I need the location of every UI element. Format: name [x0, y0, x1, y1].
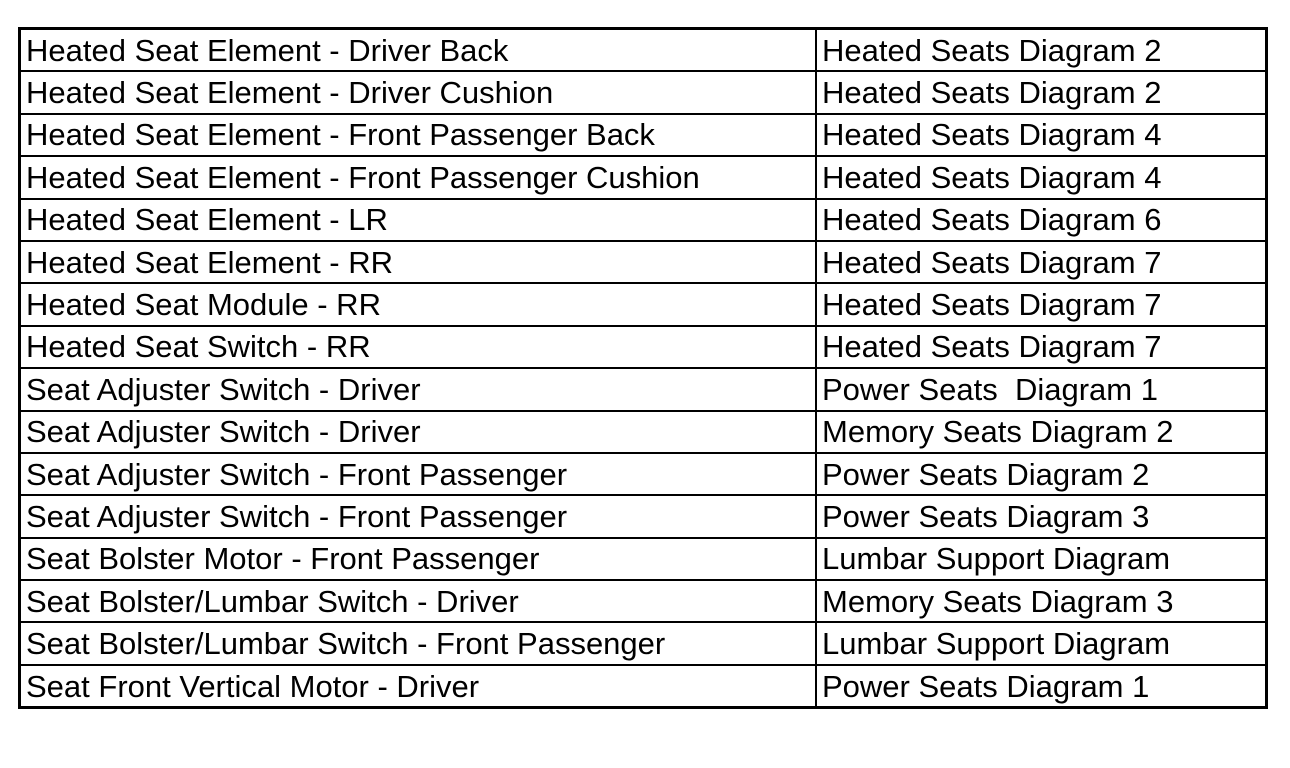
- component-cell: Seat Adjuster Switch - Front Passenger: [21, 453, 816, 495]
- diagram-cell: Heated Seats Diagram 7: [816, 241, 1265, 283]
- diagram-cell: Heated Seats Diagram 7: [816, 283, 1265, 325]
- table-row: [21, 580, 1265, 622]
- component-cell: Seat Bolster/Lumbar Switch - Front Passenger: [21, 622, 816, 664]
- diagram-cell: Memory Seats Diagram 3: [816, 580, 1265, 622]
- component-cell: Seat Adjuster Switch - Driver: [21, 368, 816, 410]
- component-cell: Heated Seat Switch - RR: [21, 326, 816, 368]
- component-cell: Heated Seat Element - Front Passenger Back: [21, 114, 816, 156]
- diagram-cell: Heated Seats Diagram 6: [816, 199, 1265, 241]
- diagram-cell: Heated Seats Diagram 2: [816, 30, 1265, 71]
- table-row: [21, 411, 1265, 453]
- component-cell: Seat Adjuster Switch - Driver: [21, 411, 816, 453]
- table-row: [21, 114, 1265, 156]
- component-cell: Seat Adjuster Switch - Front Passenger: [21, 495, 816, 537]
- table-row: [21, 30, 1265, 71]
- component-cell: Heated Seat Element - LR: [21, 199, 816, 241]
- component-cell: Seat Bolster/Lumbar Switch - Driver: [21, 580, 816, 622]
- table-row: [21, 368, 1265, 410]
- table-row: [21, 199, 1265, 241]
- component-cell: Heated Seat Element - Driver Back: [21, 30, 816, 71]
- diagram-cell: Power Seats Diagram 3: [816, 495, 1265, 537]
- table-row: [21, 283, 1265, 325]
- component-cell: Seat Bolster Motor - Front Passenger: [21, 538, 816, 580]
- diagram-cell: Heated Seats Diagram 4: [816, 114, 1265, 156]
- table-row: [21, 622, 1265, 664]
- diagram-cell: Memory Seats Diagram 2: [816, 411, 1265, 453]
- component-cell: Heated Seat Element - Driver Cushion: [21, 71, 816, 113]
- diagram-cell: Power Seats Diagram 1: [816, 368, 1265, 410]
- component-table: [21, 30, 1265, 706]
- component-cell: Heated Seat Element - Front Passenger Cushion: [21, 156, 816, 198]
- component-cell: Seat Front Vertical Motor - Driver: [21, 665, 816, 706]
- diagram-cell: Heated Seats Diagram 2: [816, 71, 1265, 113]
- diagram-cell: Lumbar Support Diagram: [816, 538, 1265, 580]
- table-row: [21, 156, 1265, 198]
- diagram-cell: Power Seats Diagram 1: [816, 665, 1265, 706]
- component-diagram-table: [18, 27, 1268, 709]
- table-row: [21, 71, 1265, 113]
- diagram-cell: Heated Seats Diagram 4: [816, 156, 1265, 198]
- component-cell: Heated Seat Module - RR: [21, 283, 816, 325]
- table-row: [21, 326, 1265, 368]
- diagram-cell: Power Seats Diagram 2: [816, 453, 1265, 495]
- table-row: [21, 453, 1265, 495]
- table-row: [21, 538, 1265, 580]
- table-row: [21, 241, 1265, 283]
- component-cell: Heated Seat Element - RR: [21, 241, 816, 283]
- table-row: [21, 665, 1265, 706]
- diagram-cell: Heated Seats Diagram 7: [816, 326, 1265, 368]
- table-row: [21, 495, 1265, 537]
- diagram-cell: Lumbar Support Diagram: [816, 622, 1265, 664]
